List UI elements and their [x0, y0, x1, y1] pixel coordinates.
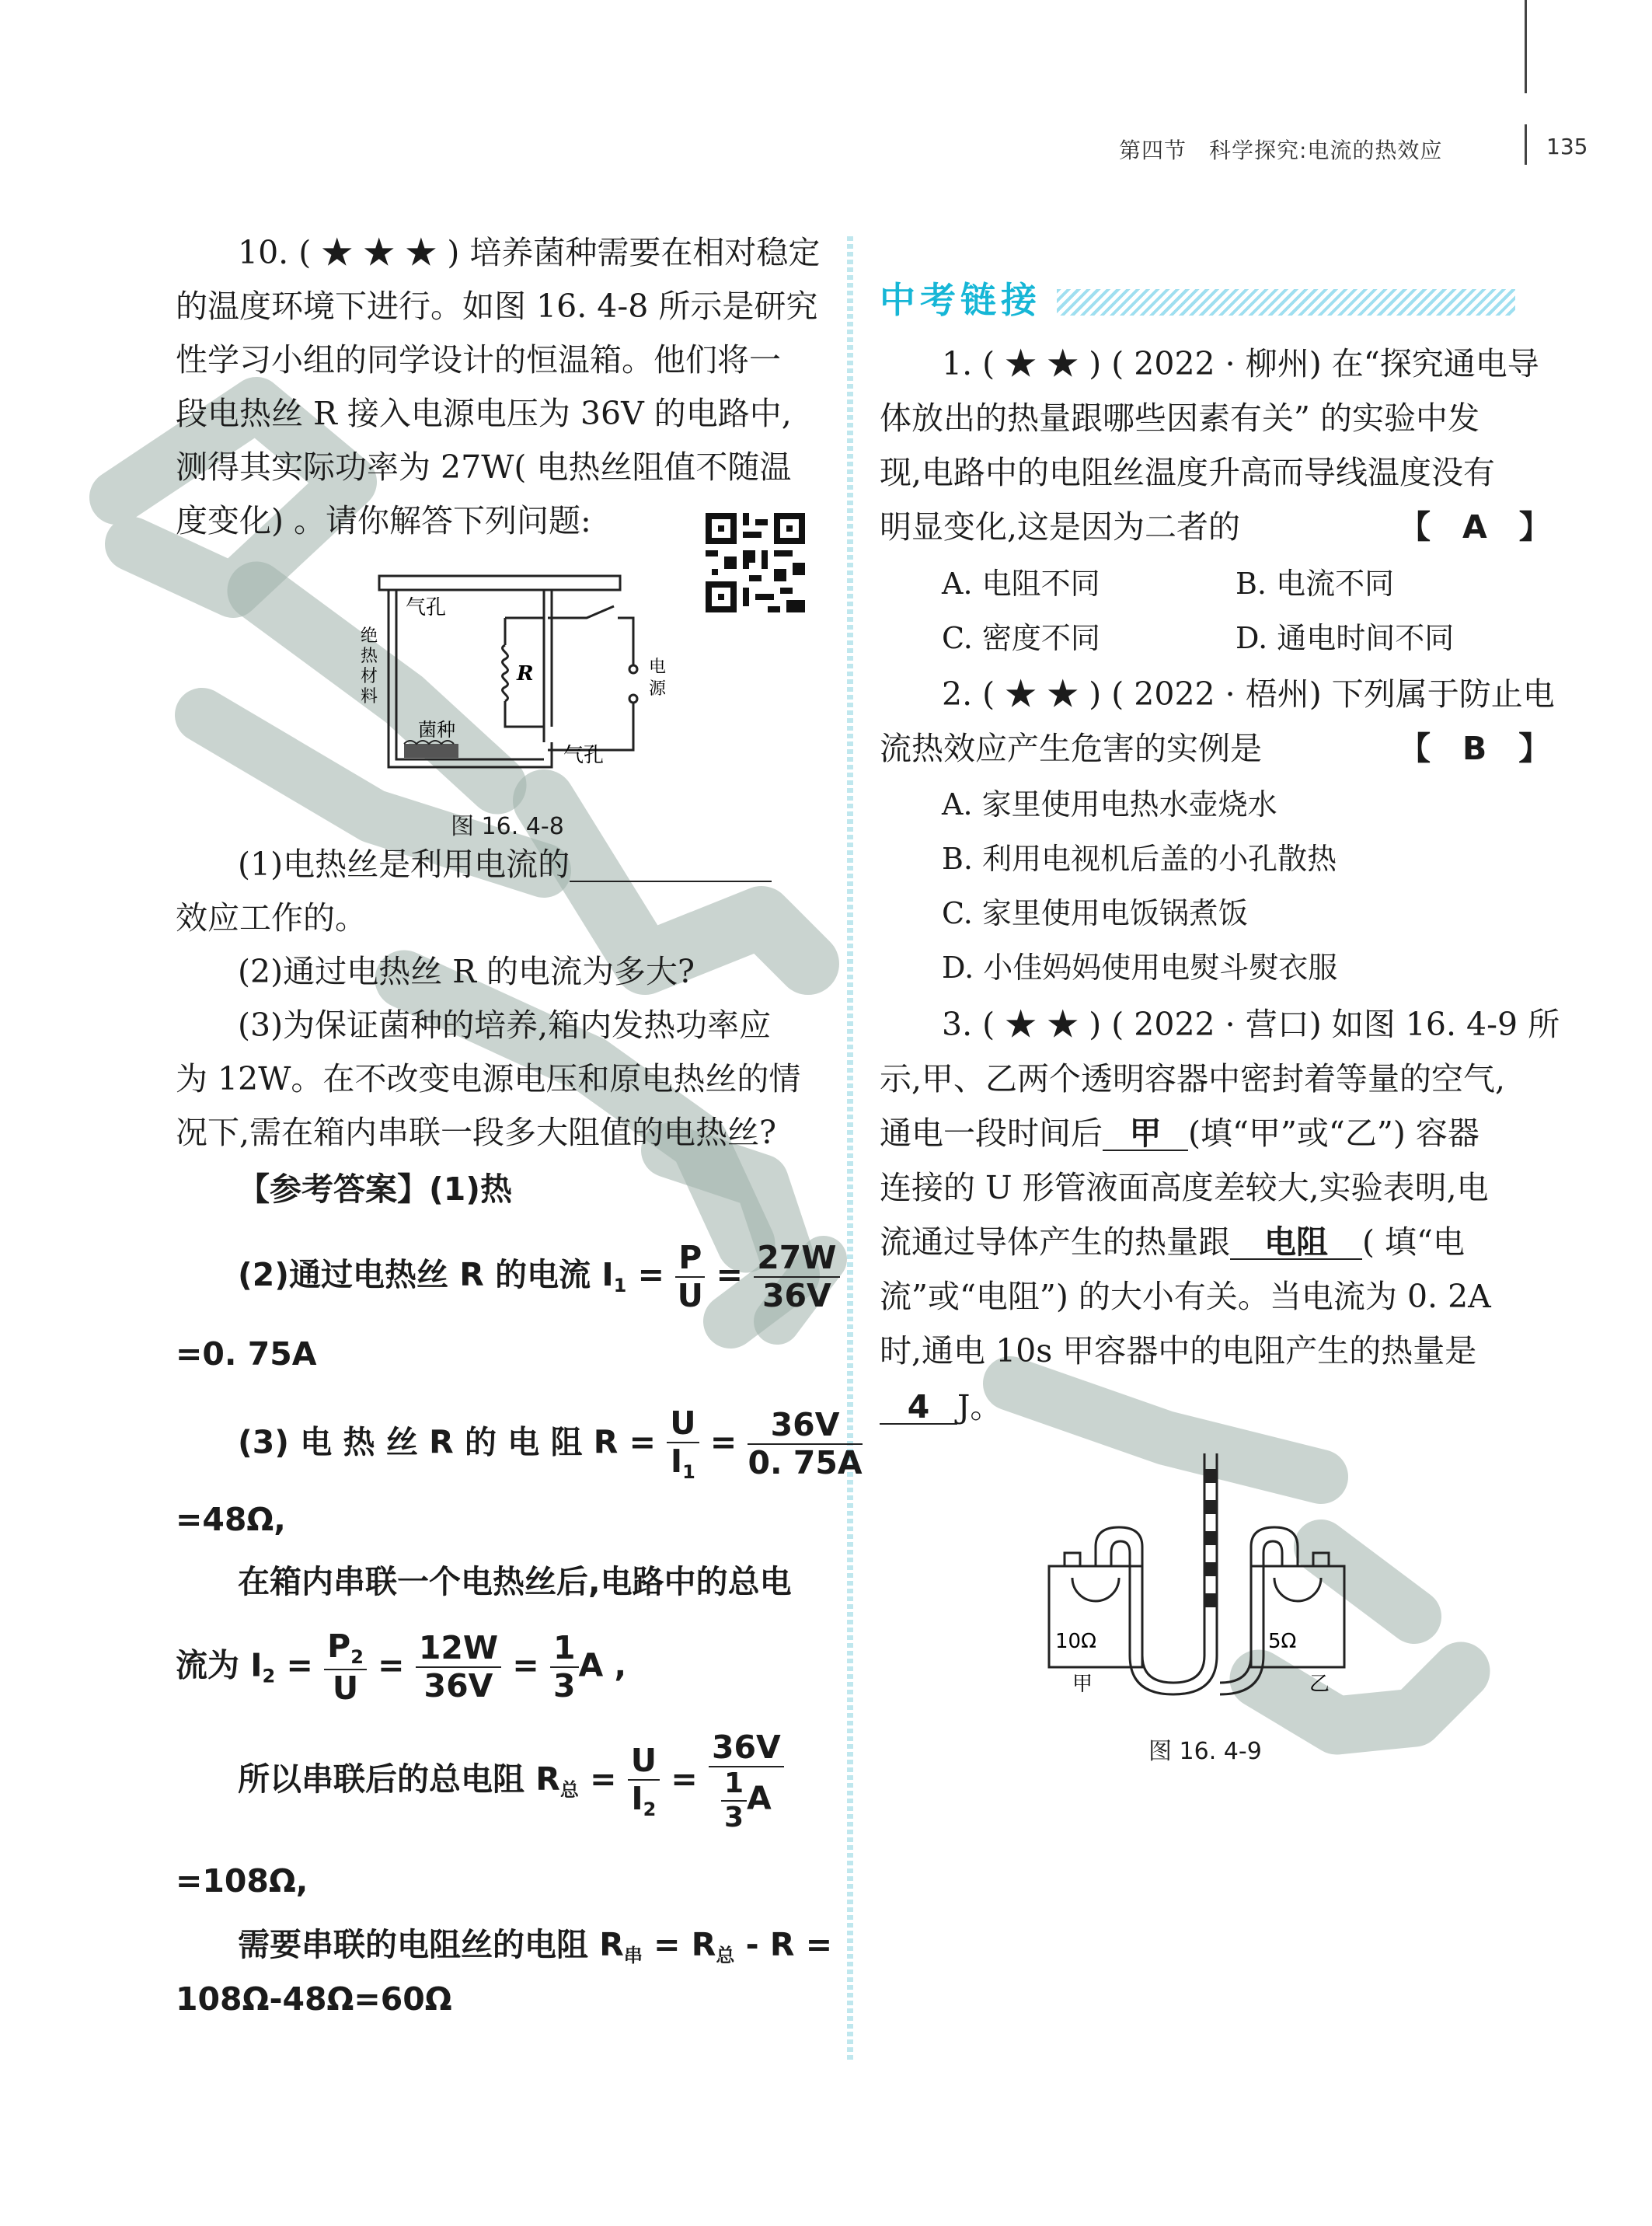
answer-2-result: =0. 75A: [176, 1335, 317, 1373]
q3-line-7: 时,通电 10s 甲容器中的电阻产生的热量是: [880, 1332, 1477, 1369]
series-line: 在箱内串联一个电热丝后,电路中的总电: [238, 1563, 792, 1600]
q2-option-d[interactable]: D. 小佳妈妈使用电熨斗熨衣服: [942, 951, 1338, 985]
answer-2-text: (2)通过电热丝 R 的电流 I: [238, 1256, 614, 1294]
q10-sub3-2: 为 12W。在不改变电源电压和原电热丝的情: [176, 1060, 801, 1097]
final-result: 108Ω-48Ω=60Ω: [176, 1980, 452, 2018]
fraction-u-over-i1: $\frac{U}{I_1}$: [667, 1405, 699, 1484]
label-insulation: 绝热材料: [361, 626, 378, 707]
incubator-diagram: [357, 571, 684, 789]
q1-option-a[interactable]: A. 电阻不同: [942, 567, 1100, 601]
running-header: 第四节 科学探究:电流的热效应: [1119, 138, 1443, 163]
q2-answer: 【 B 】: [1399, 730, 1551, 767]
fraction-p-over-u: $\frac{P}{U}$: [675, 1240, 705, 1314]
q2-line-2: 流热效应产生危害的实例是: [880, 730, 1262, 767]
q2-option-a[interactable]: A. 家里使用电热水壶烧水: [942, 787, 1277, 822]
section-title: 中考链接: [880, 279, 1041, 321]
q10-sub3-1: (3)为保证菌种的培养,箱内发热功率应: [238, 1007, 772, 1044]
fraction-27w-over-36v: $\frac{27W}{36V}$: [754, 1240, 839, 1314]
q1-option-b[interactable]: B. 电流不同: [1236, 567, 1395, 601]
fraction-36v-over-075a: $\frac{36V}{0. 75A}$: [748, 1406, 863, 1482]
q3-blank-3: 4: [880, 1391, 957, 1425]
q2-option-c[interactable]: C. 家里使用电饭锅煮饭: [942, 896, 1248, 930]
fraction-p2-over-u: $\frac{P_2}{U}$: [324, 1628, 367, 1707]
q2-option-b[interactable]: B. 利用电视机后盖的小孔散热: [942, 842, 1337, 876]
q10-sub1: [238, 846, 772, 883]
figure-caption-16-4-9: 图 16. 4-9: [1148, 1738, 1262, 1765]
q10-sub1-cont: 效应工作的。: [176, 899, 367, 937]
answer-2: (2)通过电热丝 R 的电流 $I_1$ = $\frac{P}{U}$ = $\frac{27W}{36V}$: [238, 1240, 840, 1314]
answer-label: 【参考答案】(1)热: [238, 1171, 513, 1208]
label-power: 电源: [649, 658, 667, 699]
total-current: 流为 $I_2$ = $\frac{P_2}{U}$ = $\frac{12W}{36V}$ = $\frac{1}{3}$ A ,: [176, 1628, 627, 1707]
label-culture: 菌种: [418, 719, 455, 741]
qr-code-icon[interactable]: [706, 513, 805, 612]
q10-sub2: (2)通过电热丝 R 的电流为多大?: [238, 953, 695, 990]
q10-line-6: 度变化) 。请你解答下列问题:: [176, 502, 591, 539]
q10-line-2: 的温度环境下进行。如图 16. 4-8 所示是研究: [176, 288, 818, 325]
label-vent-top: 气孔: [406, 596, 447, 619]
fraction-36v-over-third-a: 36V $\frac{1}{3}$ A: [709, 1729, 784, 1833]
top-rule: [1525, 0, 1527, 93]
needed-resistance: 需要串联的电阻丝的电阻 $R_串 = R_总 - R$ =: [238, 1926, 833, 1966]
label-yi: 乙: [1309, 1673, 1330, 1696]
fraction-1-over-3: $\frac{1}{3}$: [550, 1630, 579, 1704]
label-vent-bottom: 气孔: [563, 744, 605, 767]
fraction-u-over-i2: $\frac{U}{I_2}$: [628, 1743, 660, 1821]
u-tube-diagram: [1041, 1453, 1352, 1710]
answer-3-result: =48Ω,: [176, 1501, 286, 1538]
column-divider: [847, 233, 853, 2060]
total-resistance-result: =108Ω,: [176, 1862, 308, 1900]
q3-line-5: 流通过导体产生的热量跟 电阻 ( 填“电: [880, 1223, 1465, 1261]
q2-line-1: 2. ( ★ ★ ) ( 2022 · 梧州) 下列属于防止电: [942, 675, 1555, 713]
q10-line-4: 段电热丝 R 接入电源电压为 36V 的电路中,: [176, 395, 792, 432]
label-10-ohm: 10Ω: [1055, 1630, 1096, 1653]
q1-line-4: 明显变化,这是因为二者的: [880, 508, 1241, 546]
label-resistor: R: [517, 662, 534, 686]
q3-line-1: 3. ( ★ ★ ) ( 2022 · 营口) 如图 16. 4-9 所: [942, 1006, 1560, 1043]
q10-sub1-blank: [570, 849, 772, 882]
figure-caption-16-4-8: 图 16. 4-8: [451, 813, 564, 840]
header-divider: [1525, 124, 1527, 165]
q1-line-2: 体放出的热量跟哪些因素有关” 的实验中发: [880, 399, 1479, 437]
total-resistance: 所以串联后的总电阻 $R_总$ = $\frac{U}{I_2}$ = 36V $\frac{1}{3}$ A: [238, 1729, 784, 1833]
q10-line-3: 性学习小组的同学设计的恒温箱。他们将一: [176, 341, 781, 379]
label-jia: 甲: [1072, 1673, 1093, 1696]
q10-sub3-3: 况下,需在箱内串联一段多大阻值的电热丝?: [176, 1114, 777, 1151]
q3-line-2: 示,甲、乙两个透明容器中密封着等量的空气,: [880, 1060, 1506, 1097]
fraction-12w-over-36v: $\frac{12W}{36V}$: [416, 1630, 501, 1704]
q3-blank-2: 电阻: [1230, 1226, 1362, 1260]
answer-3-text: (3) 电 热 丝 R 的 电 阻 R =: [238, 1423, 656, 1461]
answer-3: (3) 电 热 丝 R 的 电 阻 R = $\frac{U}{I_1}$ = $\frac{36V}{0. 75A}$: [238, 1404, 863, 1484]
q3-line-3: 通电一段时间后 甲 (填“甲”或“乙”) 容器: [880, 1115, 1479, 1152]
answer-2-sub: 1: [613, 1275, 627, 1297]
q3-line-8: 4 J。: [880, 1391, 1002, 1425]
q3-line-4: 连接的 U 形管液面高度差较大,实验表明,电: [880, 1169, 1489, 1206]
q3-blank-1: 甲: [1103, 1118, 1188, 1151]
q1-answer: 【 A 】: [1399, 508, 1551, 546]
section-title-bar: [1057, 289, 1515, 316]
q10-line-1: 10. ( ★ ★ ★ ) 培养菌种需要在相对稳定: [238, 234, 821, 271]
q10-line-5: 测得其实际功率为 27W( 电热丝阻值不随温: [176, 448, 792, 486]
q1-line-3: 现,电路中的电阻丝温度升高而导线温度没有: [880, 454, 1496, 491]
q1-option-c[interactable]: C. 密度不同: [942, 621, 1100, 655]
q1-option-d[interactable]: D. 通电时间不同: [1236, 621, 1455, 655]
q10-sub1-text: (1)电热丝是利用电流的: [238, 846, 570, 883]
q3-line-6: 流”或“电阻”) 的大小有关。当电流为 0. 2A: [880, 1278, 1491, 1315]
page-number: 135: [1546, 134, 1588, 159]
label-5-ohm: 5Ω: [1268, 1630, 1297, 1653]
q1-line-1: 1. ( ★ ★ ) ( 2022 · 柳州) 在“探究通电导: [942, 345, 1539, 382]
